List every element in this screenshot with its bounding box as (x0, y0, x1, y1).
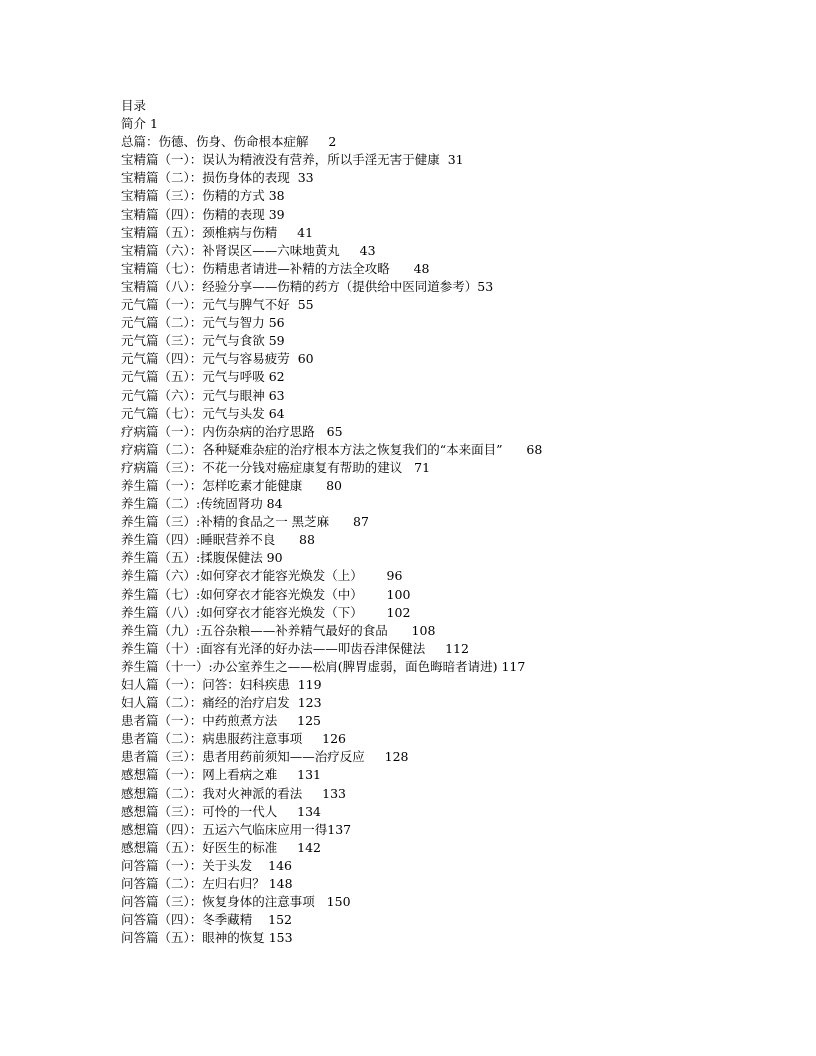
toc-entry: 感想篇（一）：网上看病之难 131 (121, 767, 321, 783)
toc-entry: 宝精篇（七）：伤精患者请进—补精的方法全攻略 48 (121, 260, 430, 276)
toc-entry: 感想篇（五）：好医生的标准 142 (121, 839, 321, 855)
toc-entry: 感想篇（二）：我对火神派的看法 133 (121, 785, 346, 801)
toc-entry: 养生篇（三）:补精的食品之一 黑芝麻 87 (121, 514, 369, 530)
toc-entry: 感想篇（三）：可怜的一代人 134 (121, 803, 321, 819)
toc-entry: 养生篇（五）:揉腹保健法 90 (121, 550, 283, 566)
toc-entry: 元气篇（六）：元气与眼神 63 (121, 387, 285, 403)
toc-entry: 问答篇（四）：冬季藏精 152 (121, 912, 293, 928)
toc-entry: 患者篇（二）：病患服药注意事项 126 (121, 731, 346, 747)
toc-entry: 疗病篇（三）：不花一分钱对癌症康复有帮助的建议 71 (121, 459, 431, 475)
toc-entry: 养生篇（九）:五谷杂粮——补养精气最好的食品 108 (121, 622, 436, 638)
toc-entry: 养生篇（八）:如何穿衣才能容光焕发（下） 102 (121, 604, 411, 620)
toc-entry: 养生篇（二）:传统固肾功 84 (121, 496, 283, 512)
toc-entry: 养生篇（四）:睡眠营养不良 88 (121, 532, 315, 548)
toc-entry: 患者篇（一）：中药煎煮方法 125 (121, 713, 321, 729)
toc-entry: 疗病篇（一）：内伤杂病的治疗思路 65 (121, 423, 343, 439)
toc-entry: 养生篇（十）:面容有光泽的好办法——叩齿吞津保健法 112 (121, 640, 469, 656)
toc-entry: 元气篇（三）：元气与食欲 59 (121, 333, 285, 349)
toc-list (121, 115, 801, 947)
toc-entry: 妇人篇（一）：问答：妇科疾患 119 (121, 677, 322, 692)
toc-entry: 元气篇（五）：元气与呼吸 62 (121, 369, 285, 385)
toc-entry: 问答篇（三）：恢复身体的注意事项 150 (121, 894, 351, 910)
toc-heading: 目录 (121, 98, 147, 113)
table-of-contents (121, 97, 801, 947)
toc-entry: 患者篇（三）：患者用药前须知——治疗反应 128 (121, 749, 409, 765)
toc-entry: 养生篇（六）:如何穿衣才能容光焕发（上） 96 (121, 568, 403, 584)
toc-entry: 宝精篇（三）：伤精的方式 38 (121, 188, 285, 204)
toc-entry: 感想篇（四）：五运六气临床应用一得137 (121, 821, 352, 837)
toc-entry: 养生篇（十一）:办公室养生之——松肩(脾胃虚弱，面色晦暗者请进) 117 (121, 658, 526, 674)
toc-entry: 问答篇（一）：关于头发 146 (121, 857, 293, 873)
toc-entry: 宝精篇（四）：伤精的表现 39 (121, 206, 285, 222)
toc-entry: 元气篇（二）：元气与智力 56 (121, 315, 285, 331)
toc-entry: 宝精篇（一）：误认为精液没有营养，所以手淫无害于健康 31 (121, 152, 464, 168)
toc-entry: 妇人篇（二）：痛经的治疗启发 123 (121, 695, 322, 711)
toc-entry: 元气篇（一）：元气与脾气不好 55 (121, 297, 314, 313)
toc-entry: 养生篇（一）：怎样吃素才能健康 80 (121, 477, 342, 493)
toc-entry: 疗病篇（二）：各种疑难杂症的治疗根本方法之恢复我们的“本来面目” 68 (121, 441, 543, 457)
toc-entry: 宝精篇（六）：补肾误区——六味地黄丸 43 (121, 242, 376, 258)
toc-entry: 问答篇（二）：左归右归？ 148 (121, 876, 293, 892)
toc-entry: 元气篇（七）：元气与头发 64 (121, 405, 285, 421)
toc-entry: 宝精篇（二）：损伤身体的表现 33 (121, 170, 314, 186)
toc-entry: 问答篇（五）：眼神的恢复 153 (121, 930, 293, 946)
toc-entry: 总篇：伤德、伤身、伤命根本症解 2 (121, 134, 337, 150)
toc-entry: 简介 1 (121, 116, 158, 132)
toc-entry: 宝精篇（八）：经验分享——伤精的药方（提供给中医同道参考）53 (121, 278, 494, 294)
toc-entry: 养生篇（七）:如何穿衣才能容光焕发（中） 100 (121, 586, 411, 602)
toc-entry: 元气篇（四）：元气与容易疲劳 60 (121, 351, 314, 367)
toc-entry: 宝精篇（五）：颈椎病与伤精 41 (121, 224, 314, 240)
